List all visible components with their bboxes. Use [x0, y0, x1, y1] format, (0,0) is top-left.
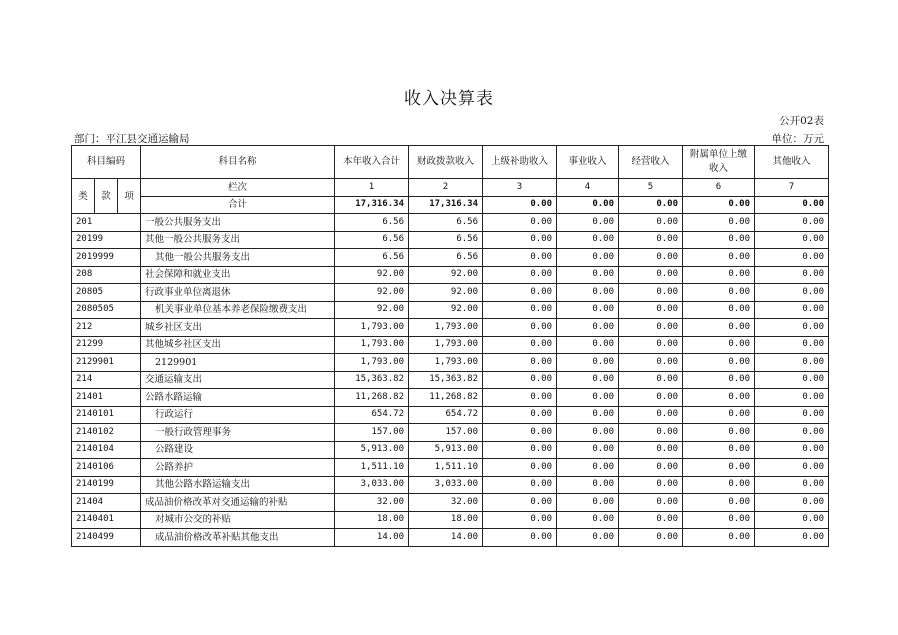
header-row	[72, 146, 829, 179]
row-value: 0.00	[557, 511, 619, 529]
row-code: 2140104	[72, 441, 141, 459]
row-value: 0.00	[619, 441, 683, 459]
row-value: 1,793.00	[409, 336, 483, 354]
table-row	[72, 389, 829, 407]
row-value: 5,913.00	[335, 441, 409, 459]
row-value: 0.00	[483, 371, 557, 389]
row-value: 0.00	[755, 371, 829, 389]
row-value: 0.00	[483, 231, 557, 249]
row-value: 0.00	[755, 266, 829, 284]
row-value: 0.00	[483, 494, 557, 512]
row-value: 1,793.00	[409, 354, 483, 372]
row-value: 0.00	[619, 424, 683, 442]
row-value: 32.00	[409, 494, 483, 512]
table-row	[72, 319, 829, 337]
row-code: 208	[72, 266, 141, 284]
row-value: 0.00	[557, 424, 619, 442]
row-value: 0.00	[483, 476, 557, 494]
row-code: 2080505	[72, 301, 141, 319]
total-value: 0.00	[683, 196, 755, 214]
row-value: 0.00	[755, 441, 829, 459]
row-value: 1,793.00	[335, 354, 409, 372]
row-value: 0.00	[619, 459, 683, 477]
row-value: 0.00	[483, 389, 557, 407]
total-value: 0.00	[755, 196, 829, 214]
header-lei: 类	[72, 179, 95, 214]
row-value: 0.00	[683, 424, 755, 442]
table-row	[72, 459, 829, 477]
table-row	[72, 231, 829, 249]
row-value: 0.00	[619, 284, 683, 302]
row-code: 20199	[72, 231, 141, 249]
row-name: 交通运输支出	[141, 371, 335, 389]
row-name: 公路建设	[141, 441, 335, 459]
table-body	[72, 214, 829, 547]
row-value: 0.00	[557, 441, 619, 459]
row-name: 公路养护	[141, 459, 335, 477]
row-value: 0.00	[683, 249, 755, 267]
table-row	[72, 424, 829, 442]
row-value: 0.00	[619, 511, 683, 529]
row-value: 0.00	[683, 319, 755, 337]
report-title: 收入决算表	[404, 89, 494, 109]
row-value: 0.00	[483, 214, 557, 232]
table-row	[72, 441, 829, 459]
row-code: 2140101	[72, 406, 141, 424]
row-value: 0.00	[755, 319, 829, 337]
row-value: 0.00	[683, 406, 755, 424]
row-value: 0.00	[683, 441, 755, 459]
header-col-7: 其他收入	[755, 146, 829, 179]
table-row	[72, 371, 829, 389]
row-value: 92.00	[409, 284, 483, 302]
total-value: 17,316.34	[335, 196, 409, 214]
lanci-num: 4	[557, 179, 619, 197]
row-value: 6.56	[409, 214, 483, 232]
row-code: 2140102	[72, 424, 141, 442]
lanci-num: 3	[483, 179, 557, 197]
row-name: 一般公共服务支出	[141, 214, 335, 232]
row-name: 成品油价格改革对交通运输的补贴	[141, 494, 335, 512]
row-value: 14.00	[409, 529, 483, 547]
total-value: 0.00	[619, 196, 683, 214]
row-value: 0.00	[619, 371, 683, 389]
row-value: 0.00	[557, 529, 619, 547]
row-value: 0.00	[683, 231, 755, 249]
row-value: 0.00	[755, 336, 829, 354]
lanci-num: 7	[755, 179, 829, 197]
row-value: 0.00	[755, 354, 829, 372]
row-value: 0.00	[483, 529, 557, 547]
row-value: 92.00	[335, 284, 409, 302]
row-name: 社会保障和就业支出	[141, 266, 335, 284]
row-value: 0.00	[619, 354, 683, 372]
row-value: 18.00	[335, 511, 409, 529]
table-row	[72, 336, 829, 354]
row-value: 0.00	[755, 284, 829, 302]
row-value: 0.00	[755, 214, 829, 232]
row-value: 11,268.82	[335, 389, 409, 407]
row-value: 0.00	[619, 406, 683, 424]
row-value: 0.00	[683, 389, 755, 407]
header-col-5: 经营收入	[619, 146, 683, 179]
row-value: 0.00	[755, 231, 829, 249]
row-value: 0.00	[619, 494, 683, 512]
row-value: 5,913.00	[409, 441, 483, 459]
row-value: 18.00	[409, 511, 483, 529]
lanci-num: 1	[335, 179, 409, 197]
row-value: 0.00	[755, 424, 829, 442]
row-value: 6.56	[335, 231, 409, 249]
header-name: 科目名称	[141, 146, 335, 179]
row-value: 0.00	[557, 389, 619, 407]
row-value: 0.00	[483, 424, 557, 442]
row-value: 157.00	[335, 424, 409, 442]
row-name: 公路水路运输	[141, 389, 335, 407]
row-value: 0.00	[755, 459, 829, 477]
row-value: 92.00	[409, 301, 483, 319]
row-name: 其他一般公共服务支出	[141, 231, 335, 249]
table-row	[72, 249, 829, 267]
row-value: 0.00	[683, 354, 755, 372]
row-name: 2129901	[141, 354, 335, 372]
income-final-accounts-table	[71, 145, 829, 547]
row-value: 1,793.00	[335, 336, 409, 354]
total-value: 0.00	[483, 196, 557, 214]
lanci-row	[72, 179, 829, 197]
row-value: 0.00	[755, 389, 829, 407]
row-value: 0.00	[483, 266, 557, 284]
row-value: 32.00	[335, 494, 409, 512]
row-code: 212	[72, 319, 141, 337]
row-code: 21401	[72, 389, 141, 407]
total-value: 17,316.34	[409, 196, 483, 214]
row-value: 0.00	[683, 214, 755, 232]
row-value: 0.00	[755, 476, 829, 494]
table-row	[72, 529, 829, 547]
row-code: 20805	[72, 284, 141, 302]
table-row	[72, 511, 829, 529]
row-value: 0.00	[619, 476, 683, 494]
row-value: 92.00	[335, 301, 409, 319]
row-value: 0.00	[755, 406, 829, 424]
row-code: 21404	[72, 494, 141, 512]
row-value: 0.00	[483, 319, 557, 337]
row-value: 0.00	[755, 249, 829, 267]
lanci-num: 2	[409, 179, 483, 197]
row-value: 0.00	[557, 214, 619, 232]
row-name: 一般行政管理事务	[141, 424, 335, 442]
row-value: 6.56	[409, 231, 483, 249]
row-value: 0.00	[557, 319, 619, 337]
row-value: 0.00	[557, 494, 619, 512]
row-value: 0.00	[683, 266, 755, 284]
lanci-num: 5	[619, 179, 683, 197]
row-value: 15,363.82	[409, 371, 483, 389]
row-value: 0.00	[557, 354, 619, 372]
row-code: 21299	[72, 336, 141, 354]
row-code: 2019999	[72, 249, 141, 267]
row-value: 0.00	[619, 266, 683, 284]
header-kuan: 款	[95, 179, 118, 214]
row-code: 2140499	[72, 529, 141, 547]
row-name: 其他一般公共服务支出	[141, 249, 335, 267]
row-value: 0.00	[483, 511, 557, 529]
row-name: 其他公路水路运输支出	[141, 476, 335, 494]
row-value: 0.00	[619, 389, 683, 407]
header-col-1: 本年收入合计	[335, 146, 409, 179]
row-value: 0.00	[619, 529, 683, 547]
row-value: 1,511.10	[335, 459, 409, 477]
table-row	[72, 284, 829, 302]
row-value: 0.00	[557, 476, 619, 494]
row-value: 6.56	[409, 249, 483, 267]
table-row	[72, 476, 829, 494]
row-value: 11,268.82	[409, 389, 483, 407]
row-value: 0.00	[483, 249, 557, 267]
row-value: 0.00	[755, 301, 829, 319]
row-value: 157.00	[409, 424, 483, 442]
row-value: 92.00	[409, 266, 483, 284]
row-code: 2129901	[72, 354, 141, 372]
row-value: 0.00	[683, 284, 755, 302]
row-name: 城乡社区支出	[141, 319, 335, 337]
total-label: 合计	[141, 196, 335, 214]
row-value: 0.00	[483, 354, 557, 372]
row-value: 0.00	[755, 494, 829, 512]
row-value: 3,033.00	[409, 476, 483, 494]
row-value: 92.00	[335, 266, 409, 284]
lanci-label: 栏次	[141, 179, 335, 197]
row-value: 0.00	[683, 371, 755, 389]
row-value: 0.00	[683, 476, 755, 494]
row-name: 行政事业单位离退休	[141, 284, 335, 302]
row-value: 0.00	[619, 336, 683, 354]
row-value: 0.00	[557, 301, 619, 319]
row-value: 0.00	[557, 284, 619, 302]
row-value: 654.72	[409, 406, 483, 424]
row-name: 其他城乡社区支出	[141, 336, 335, 354]
table-row	[72, 406, 829, 424]
row-value: 0.00	[557, 406, 619, 424]
header-xiang: 项	[118, 179, 141, 214]
row-value: 654.72	[335, 406, 409, 424]
row-value: 0.00	[755, 511, 829, 529]
row-value: 0.00	[619, 319, 683, 337]
row-value: 0.00	[683, 511, 755, 529]
row-value: 0.00	[557, 249, 619, 267]
row-value: 0.00	[483, 441, 557, 459]
department-label: 部门：平江县交通运输局	[74, 133, 190, 145]
row-name: 机关事业单位基本养老保险缴费支出	[141, 301, 335, 319]
row-code: 2140106	[72, 459, 141, 477]
row-value: 0.00	[483, 301, 557, 319]
table-row	[72, 301, 829, 319]
row-value: 1,511.10	[409, 459, 483, 477]
total-value: 0.00	[557, 196, 619, 214]
row-value: 0.00	[557, 371, 619, 389]
row-value: 0.00	[483, 284, 557, 302]
row-value: 14.00	[335, 529, 409, 547]
header-col-3: 上级补助收入	[483, 146, 557, 179]
row-value: 0.00	[557, 336, 619, 354]
row-value: 1,793.00	[335, 319, 409, 337]
row-value: 0.00	[683, 459, 755, 477]
row-value: 0.00	[619, 301, 683, 319]
row-name: 对城市公交的补贴	[141, 511, 335, 529]
table-row	[72, 354, 829, 372]
table-row	[72, 494, 829, 512]
row-name: 行政运行	[141, 406, 335, 424]
table-row	[72, 266, 829, 284]
row-value: 0.00	[557, 459, 619, 477]
header-col-6: 附属单位上缴收入	[683, 146, 755, 179]
row-value: 0.00	[619, 249, 683, 267]
header-col-2: 财政拨款收入	[409, 146, 483, 179]
row-value: 1,793.00	[409, 319, 483, 337]
row-value: 0.00	[619, 214, 683, 232]
lanci-num: 6	[683, 179, 755, 197]
row-value: 3,033.00	[335, 476, 409, 494]
row-code: 201	[72, 214, 141, 232]
row-value: 0.00	[483, 406, 557, 424]
row-value: 6.56	[335, 214, 409, 232]
row-value: 6.56	[335, 249, 409, 267]
total-row	[72, 196, 829, 214]
row-code: 2140401	[72, 511, 141, 529]
row-value: 0.00	[683, 529, 755, 547]
table-row	[72, 214, 829, 232]
header-col-4: 事业收入	[557, 146, 619, 179]
row-value: 0.00	[683, 494, 755, 512]
row-value: 0.00	[683, 301, 755, 319]
row-code: 2140199	[72, 476, 141, 494]
row-value: 0.00	[755, 529, 829, 547]
header-code: 科目编码	[72, 146, 141, 179]
row-value: 0.00	[683, 336, 755, 354]
form-code: 公开02表	[779, 115, 824, 127]
row-value: 15,363.82	[335, 371, 409, 389]
unit-label: 单位：万元	[771, 133, 824, 145]
row-value: 0.00	[483, 459, 557, 477]
row-value: 0.00	[557, 231, 619, 249]
row-code: 214	[72, 371, 141, 389]
row-value: 0.00	[557, 266, 619, 284]
row-value: 0.00	[483, 336, 557, 354]
row-value: 0.00	[619, 231, 683, 249]
row-name: 成品油价格改革补贴其他支出	[141, 529, 335, 547]
